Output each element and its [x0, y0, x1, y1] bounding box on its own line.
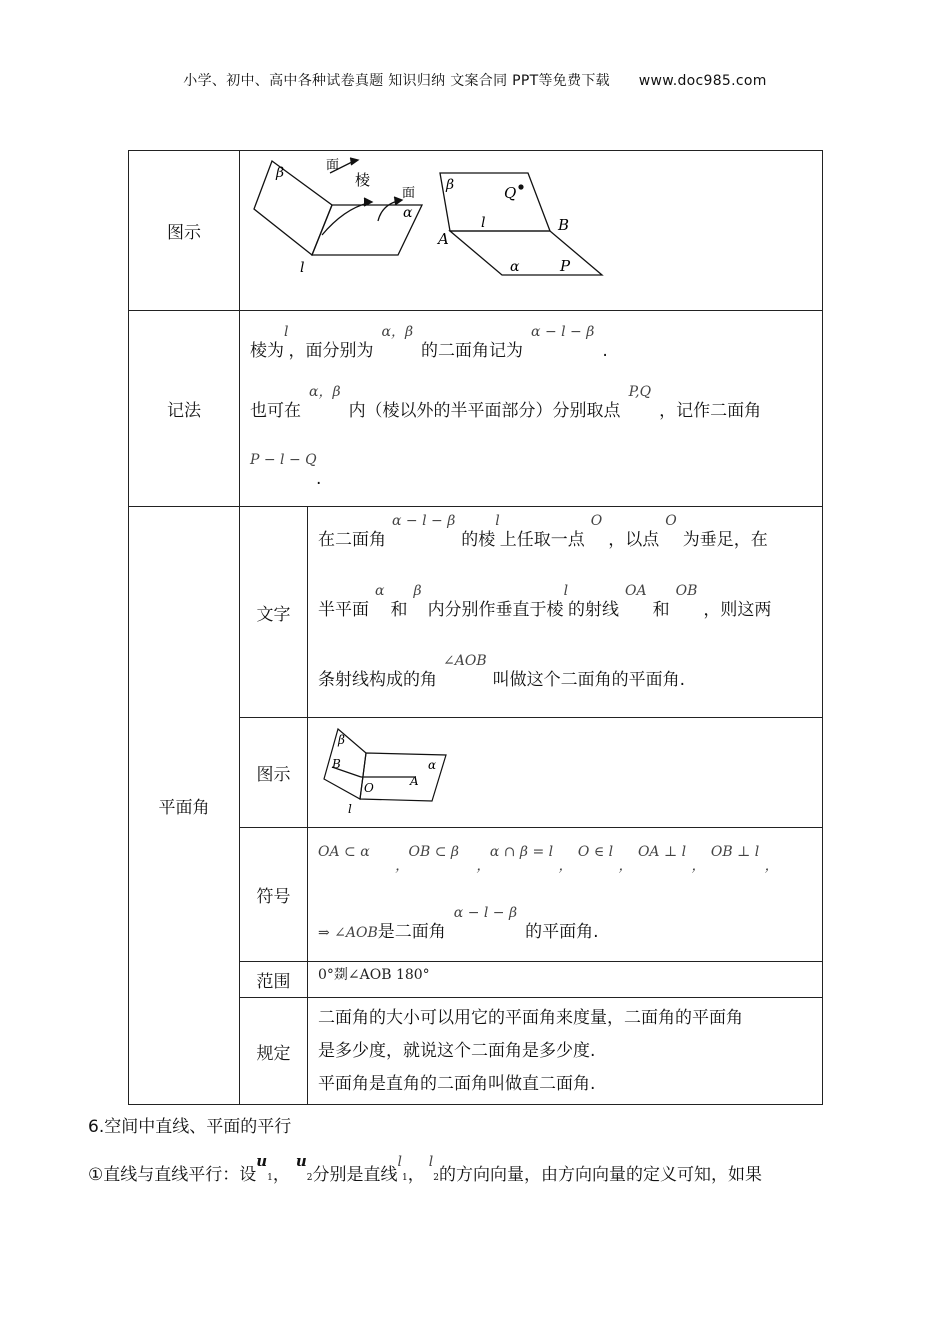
fig1-alpha: α — [403, 205, 413, 221]
dihedral-figures — [240, 151, 822, 310]
section-paragraph — [88, 1152, 868, 1185]
range-cell — [308, 962, 823, 998]
fig1-l: l — [300, 260, 305, 276]
fig2-p: P — [560, 257, 571, 275]
symbol-comma-4: ， — [618, 857, 633, 874]
fig3-b: B — [332, 756, 341, 771]
text-a1m: α − l − β — [392, 513, 456, 529]
paragraph-p4: ， — [407, 1165, 425, 1185]
notation-points: P,Q — [628, 383, 652, 400]
notation-cell — [240, 311, 823, 507]
vector-u1-sub: 1 — [267, 1173, 273, 1183]
vector-u1: u — [256, 1152, 268, 1170]
fig2-l: l — [481, 215, 486, 231]
header-url[interactable]: www.doc985.com — [638, 73, 767, 89]
row-plane-angle-text — [129, 507, 823, 718]
notation-t7: ，记作二面角 — [659, 400, 762, 421]
paragraph-p2: ， — [272, 1165, 290, 1185]
text-b6: ，则这两 — [703, 600, 772, 620]
text-a4m: O — [665, 513, 677, 529]
text-line-2 — [318, 580, 812, 650]
symbol-t2: 的平面角. — [525, 921, 599, 942]
fig2-alpha: α — [510, 259, 520, 275]
fig3-l: l — [348, 801, 352, 816]
text-label: 文字 — [240, 507, 308, 718]
text-b3m: l — [563, 583, 569, 599]
text-b1: 半平面 — [318, 600, 369, 620]
notation-line-1 — [250, 323, 812, 383]
line-l2: l — [428, 1154, 434, 1170]
notation-label: 记法 — [129, 311, 240, 507]
paragraph-p1: ①直线与直线平行：设 — [88, 1165, 257, 1185]
text-a3: 上任取一点 — [499, 530, 585, 550]
notation-t1: 棱为 — [250, 340, 284, 361]
symbol-s6: OB ⊥ l — [710, 843, 760, 860]
text-c2: 叫做这个二面角的平面角. — [492, 670, 686, 690]
section-title: 6.空间中直线、平面的平行 — [88, 1117, 292, 1137]
symbol-comma-6: ， — [764, 857, 779, 874]
text-b1m: α — [375, 583, 385, 599]
plane-angle-label: 平面角 — [129, 507, 240, 1105]
symbol-s3: α ∩ β = l — [489, 843, 554, 860]
text-line-1 — [318, 510, 812, 580]
range-value: 0°剟∠AOB 180° — [318, 967, 430, 983]
text-a4: ，以点 — [608, 530, 660, 550]
notation-dihedral-pq: P − l − Q — [250, 451, 317, 468]
fig3-o: O — [364, 780, 374, 795]
figure-cell — [240, 151, 823, 311]
paragraph-p3: 分别是直线 — [312, 1165, 398, 1185]
text-line-3 — [318, 650, 812, 714]
line-l2-sub: 2 — [433, 1173, 439, 1183]
vector-u2-sub: 2 — [306, 1173, 313, 1183]
symbol-label: 符号 — [240, 828, 308, 962]
figure-label: 图示 — [129, 151, 240, 311]
symbol-comma-3: ， — [558, 857, 573, 874]
fig3-alpha: α — [428, 757, 437, 772]
symbol-line-2 — [318, 897, 812, 957]
symbol-s7: ⇒ ∠AOB — [318, 924, 378, 941]
notation-t3: 的二面角记为 — [421, 340, 524, 361]
row-figure — [129, 151, 823, 311]
page-header — [0, 70, 950, 90]
symbol-t1: 是二面角 — [377, 921, 446, 942]
fig2-point-q — [518, 184, 523, 189]
notation-t4: . — [602, 340, 608, 361]
notation-t2: ，面分别为 — [288, 340, 374, 361]
line-l1: l — [397, 1154, 403, 1170]
notation-t8: . — [316, 468, 322, 489]
symbol-s1: OA ⊂ α — [318, 843, 370, 860]
text-a3m: O — [590, 513, 603, 529]
text-cell — [308, 507, 823, 718]
text-a1: 在二面角 — [318, 530, 386, 550]
text-b2: 和 — [390, 600, 408, 620]
notation-edge-l: l — [284, 323, 289, 340]
row-notation — [129, 311, 823, 507]
notation-t6: 内（棱以外的半平面部分）分别取点 — [348, 400, 621, 421]
symbol-line-1 — [318, 833, 812, 897]
symbol-s8: α − l − β — [453, 904, 518, 921]
fig3-a: A — [410, 773, 419, 788]
fig2-a: A — [438, 230, 449, 248]
symbol-s2: OB ⊂ β — [408, 843, 459, 860]
rule-label: 规定 — [240, 998, 308, 1105]
text-a2m: l — [495, 513, 500, 529]
fig1-mian-right: 面 — [402, 186, 416, 201]
notation-t5: 也可在 — [250, 400, 301, 421]
text-b3: 内分别作垂直于棱 — [427, 600, 564, 620]
text-b4: 的射线 — [568, 600, 620, 620]
paragraph-p5: 的方向向量，由方向向量的定义可知，如果 — [438, 1165, 762, 1185]
range-label: 范围 — [240, 962, 308, 998]
text-b4m: OA — [625, 583, 647, 599]
symbol-comma-2: ， — [476, 857, 491, 874]
plane-angle-figure — [314, 723, 464, 823]
header-text: 小学、初中、高中各种试卷真题 知识归纳 文案合同 PPT等免费下载 — [183, 73, 610, 89]
text-b2m: β — [413, 583, 422, 599]
rule-line-2: 是多少度，就说这个二面角是多少度. — [318, 1040, 596, 1061]
rule-line-1: 二面角的大小可以用它的平面角来度量，二面角的平面角 — [318, 1007, 743, 1028]
notation-dihedral: α − l − β — [531, 323, 595, 340]
line-l1-sub: 1 — [402, 1173, 408, 1183]
text-a5: 为垂足，在 — [682, 530, 768, 550]
rule-cell — [308, 998, 823, 1105]
fig1-mian-top: 面 — [326, 158, 340, 173]
fig1-leng: 棱 — [355, 171, 371, 189]
fig2-b: B — [558, 216, 570, 234]
text-b5: 和 — [652, 600, 670, 620]
plane-angle-figure-cell — [308, 718, 823, 828]
text-a2: 的棱 — [461, 530, 496, 550]
notation-line-3 — [250, 443, 812, 503]
fig3-beta: β — [338, 732, 345, 747]
symbol-s5: OA ⊥ l — [637, 843, 687, 860]
fig-label: 图示 — [240, 718, 308, 828]
notation-planes: α，β — [381, 323, 414, 340]
dihedral-angle-table — [128, 150, 823, 1105]
fig2-q: Q — [504, 184, 517, 202]
symbol-comma-1: ， — [395, 857, 410, 874]
symbol-s4: O ∈ l — [577, 843, 614, 860]
symbol-cell — [308, 828, 823, 962]
text-c1m: ∠AOB — [443, 653, 487, 669]
fig2-beta: β — [446, 177, 455, 193]
vector-u2: u — [295, 1152, 307, 1170]
notation-planes-2: α，β — [309, 383, 341, 400]
text-b5m: OB — [675, 583, 698, 599]
symbol-comma-5: ， — [691, 857, 706, 874]
fig1-beta: β — [276, 165, 285, 181]
text-c1: 条射线构成的角 — [318, 670, 437, 690]
rule-line-3: 平面角是直角的二面角叫做直二面角. — [318, 1073, 596, 1094]
notation-line-2 — [250, 383, 812, 443]
